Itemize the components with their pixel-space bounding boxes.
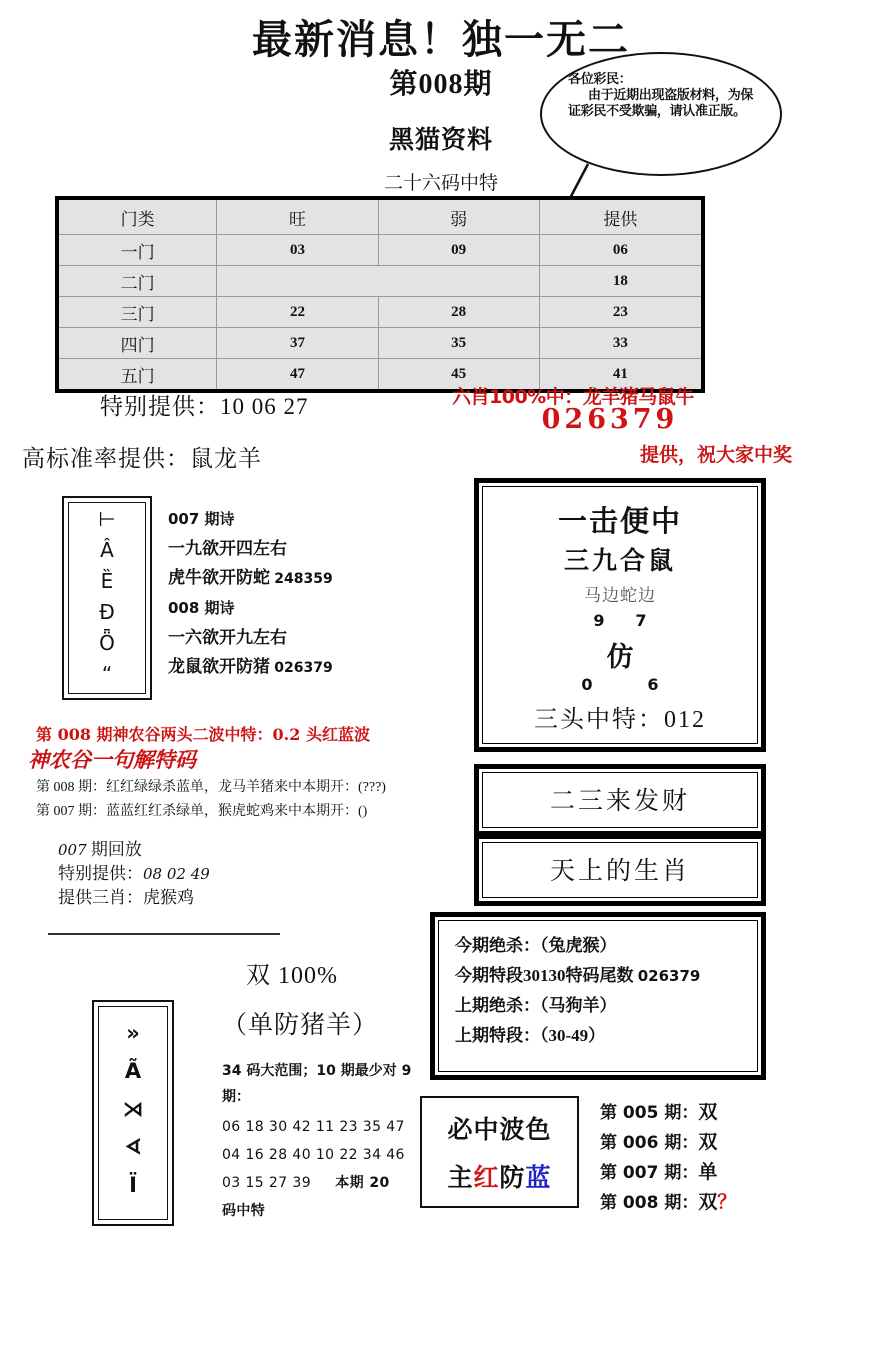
poem-007-numbers: 248359: [274, 571, 333, 587]
decorative-glyph: »: [126, 1021, 140, 1045]
one-hit-digit-d: 6: [647, 675, 659, 694]
bubble-line-2: 由于近期出现盗版材料，为保证彩民不受欺骗，请认准正版。: [568, 88, 754, 119]
poem-007-line1: 一九欲开四左右: [168, 539, 287, 558]
period-value: 单: [698, 1162, 718, 1183]
period-label: 第 007 期：: [600, 1163, 699, 1183]
table-cell-value: 28: [378, 297, 539, 328]
poem-007-label: 007 期诗: [168, 510, 235, 528]
one-hit-middle-char: 仿: [606, 642, 634, 672]
decorative-glyph: Ȅ: [100, 569, 114, 593]
kill-box-lines: [455, 931, 750, 1051]
table-cell-value: 37: [217, 328, 378, 359]
high-accuracy-value: 鼠龙羊: [190, 446, 262, 471]
shennonggu-line-007: 第 007 期：蓝蓝红红杀绿单，猴虎蛇鸡来中本期开：(): [36, 804, 368, 819]
fortune-box-2-text: 天上的生肖: [549, 858, 690, 885]
page-title: 最新消息！独一无二: [252, 16, 630, 63]
shennonggu-line-008: 第 008 期：红红绿绿杀蓝单，龙马羊猪来中本期开：(???): [36, 780, 386, 795]
fortune-box-2: [474, 834, 766, 906]
range-head-text: 34 码大范围；10 期最少对 9 期：: [222, 1063, 412, 1105]
table-row: [57, 266, 703, 297]
high-accuracy-label: 高标准率提供：: [22, 446, 190, 471]
period-result-row: [600, 1098, 860, 1128]
period-label: 第 005 期：: [600, 1103, 699, 1123]
bubble-line-1: 各位彩民：: [568, 72, 632, 87]
period-mark: ？: [717, 1192, 737, 1213]
period-value: 双: [698, 1132, 718, 1153]
table-cell-value: 45: [378, 359, 539, 392]
table-cell-value: 41: [539, 359, 703, 392]
decorative-glyph: “: [101, 662, 113, 686]
kill-current: 今期绝杀：（兔虎猴）: [455, 936, 617, 955]
decorative-glyph: ᗏ: [125, 1135, 141, 1159]
replay-three-label: 提供三肖：: [58, 888, 143, 907]
table-cell-value: 09: [378, 235, 539, 266]
one-hit-box: [474, 478, 766, 752]
one-hit-subtitle: 三九合鼠: [563, 546, 676, 575]
current-issue-note: 本期 20: [335, 1175, 390, 1191]
table-header-cell: 提供: [539, 198, 703, 235]
wave-color-blue: 蓝: [525, 1165, 552, 1192]
table-cell-value: 35: [378, 328, 539, 359]
decorative-glyph-box-top: [62, 496, 152, 700]
kill-current-range-numbers: 026379: [637, 967, 701, 985]
poem-008-numbers: 026379: [274, 660, 333, 676]
fortune-box-1: [474, 764, 766, 836]
table-cell-value: 22: [217, 297, 378, 328]
six-hit-promo: 六肖100%中：龙羊猪马鼠牛: [452, 386, 694, 408]
period-value: 双: [698, 1192, 718, 1213]
kill-previous: 上期绝杀：（马狗羊）: [455, 996, 617, 1015]
decorative-glyph-box-bottom: [92, 1000, 174, 1226]
table-header-cell: 门类: [57, 198, 217, 235]
wave-color-main: [422, 1158, 577, 1194]
poem-008-line1: 一六欲开九左右: [168, 628, 287, 647]
one-hit-title: 一击便中: [557, 506, 682, 538]
wave-color-title: 必中波色: [447, 1117, 552, 1144]
special-supply-line: [100, 388, 309, 421]
period-result-row: [600, 1188, 860, 1218]
poem-007-line2: 虎牛欲开防蛇: [168, 568, 275, 587]
poem-008-label: 008 期诗: [168, 599, 235, 617]
replay-three-value: 虎猴鸡: [143, 888, 194, 907]
glyph-column-top: [64, 504, 150, 690]
table-row-label: 一门: [57, 235, 217, 266]
number-row: 04 16 28 40 10 22 34 46: [222, 1147, 405, 1163]
period-label: 第 006 期：: [600, 1133, 699, 1153]
period-result-row: [600, 1128, 860, 1158]
special-supply-value: 10 06 27: [220, 394, 309, 419]
wave-color-mid: 防: [499, 1165, 526, 1192]
decorative-glyph: Ï: [129, 1173, 137, 1197]
decorative-glyph: Ȫ: [99, 631, 115, 655]
kill-previous-range: 上期特段：（30-49）: [455, 1026, 606, 1045]
shennonggu-subhead: 神农谷一句解特码: [28, 747, 196, 772]
table-header-cell: 弱: [378, 198, 539, 235]
decorative-glyph: Â: [100, 538, 114, 562]
one-hit-digits-row-1: [479, 611, 761, 630]
replay-block: [58, 838, 210, 910]
table-cell-value: 47: [217, 359, 378, 392]
brand-name: 黑猫资料: [388, 127, 493, 154]
table-cell-value: [378, 266, 539, 297]
fortune-box-1-text: 二三来发财: [549, 788, 690, 815]
table-cell-value: 18: [539, 266, 703, 297]
table-row: [57, 235, 703, 266]
number-range-list: [222, 1113, 422, 1225]
double-100-label: 双 100%: [246, 963, 338, 989]
high-accuracy-line: [22, 440, 262, 473]
horizontal-divider: [48, 933, 280, 935]
bubble-text: [568, 72, 758, 120]
decorative-glyph: Ã: [124, 1059, 142, 1083]
special-supply-label: 特别提供：: [100, 394, 220, 419]
promo-big-number: 026379: [541, 404, 679, 435]
kill-current-range: 今期特段30130特码尾数: [455, 966, 638, 985]
wave-color-box: [420, 1096, 579, 1208]
replay-special-value: 08 02 49: [143, 865, 210, 883]
glyph-column-bottom: [94, 1014, 172, 1204]
poem-block: [168, 505, 458, 683]
notice-speech-bubble: [540, 52, 780, 217]
replay-title-rest: 期回放: [86, 840, 142, 859]
period-result-list: [600, 1098, 860, 1218]
table-cell-value: 03: [217, 235, 378, 266]
table-header-cell: 旺: [217, 198, 378, 235]
decorative-glyph: Ð: [99, 600, 115, 624]
table-row-label: 三门: [57, 297, 217, 328]
number-row-last: 03 15 27 39: [222, 1175, 312, 1191]
period-label: 第 008 期：: [600, 1193, 699, 1213]
period-value: 双: [698, 1102, 718, 1123]
one-hit-digit-a: 9: [593, 611, 605, 630]
replay-special-label: 特别提供：: [58, 864, 143, 883]
table-cell-value: [217, 266, 378, 297]
decorative-glyph: ⊢: [98, 507, 116, 531]
table-cell-value: 23: [539, 297, 703, 328]
wave-color-red: 红: [473, 1165, 500, 1192]
one-hit-hint: 马边蛇边: [584, 586, 656, 605]
table-cell-value: 06: [539, 235, 703, 266]
forecast-table: [55, 196, 705, 393]
table-row: [57, 297, 703, 328]
decorative-glyph: ⋊: [122, 1097, 144, 1121]
poem-008-line2: 龙鼠欲开防猪: [168, 657, 275, 676]
single-guard-label: （单防猪羊）: [222, 1012, 379, 1039]
period-result-row: [600, 1158, 860, 1188]
shennonggu-headline: 第 008 期神农谷两头二波中特：0.2 头红蓝波: [36, 725, 370, 744]
table-row-label: 二门: [57, 266, 217, 297]
one-hit-digit-b: 7: [635, 611, 647, 630]
issue-number: 第008期: [389, 69, 493, 100]
table-cell-value: 33: [539, 328, 703, 359]
three-head-line: 三头中特：012: [534, 707, 706, 733]
table-row-label: 四门: [57, 328, 217, 359]
table-row-label: 五门: [57, 359, 217, 392]
one-hit-digit-c: 0: [581, 675, 593, 694]
page-subtitle: 二十六码中特: [383, 173, 498, 194]
kill-zodiac-box: [430, 912, 766, 1080]
one-hit-digits-row-2: [479, 675, 761, 694]
number-row: 06 18 30 42 11 23 35 47: [222, 1119, 405, 1135]
table-header-row: [57, 198, 703, 235]
current-issue-note-tail: 码中特: [222, 1203, 266, 1219]
replay-title-number: 007: [58, 841, 87, 859]
table-row: [57, 328, 703, 359]
promo-wish: 提供，祝大家中奖: [640, 444, 793, 466]
wave-color-prefix: 主: [447, 1165, 474, 1192]
